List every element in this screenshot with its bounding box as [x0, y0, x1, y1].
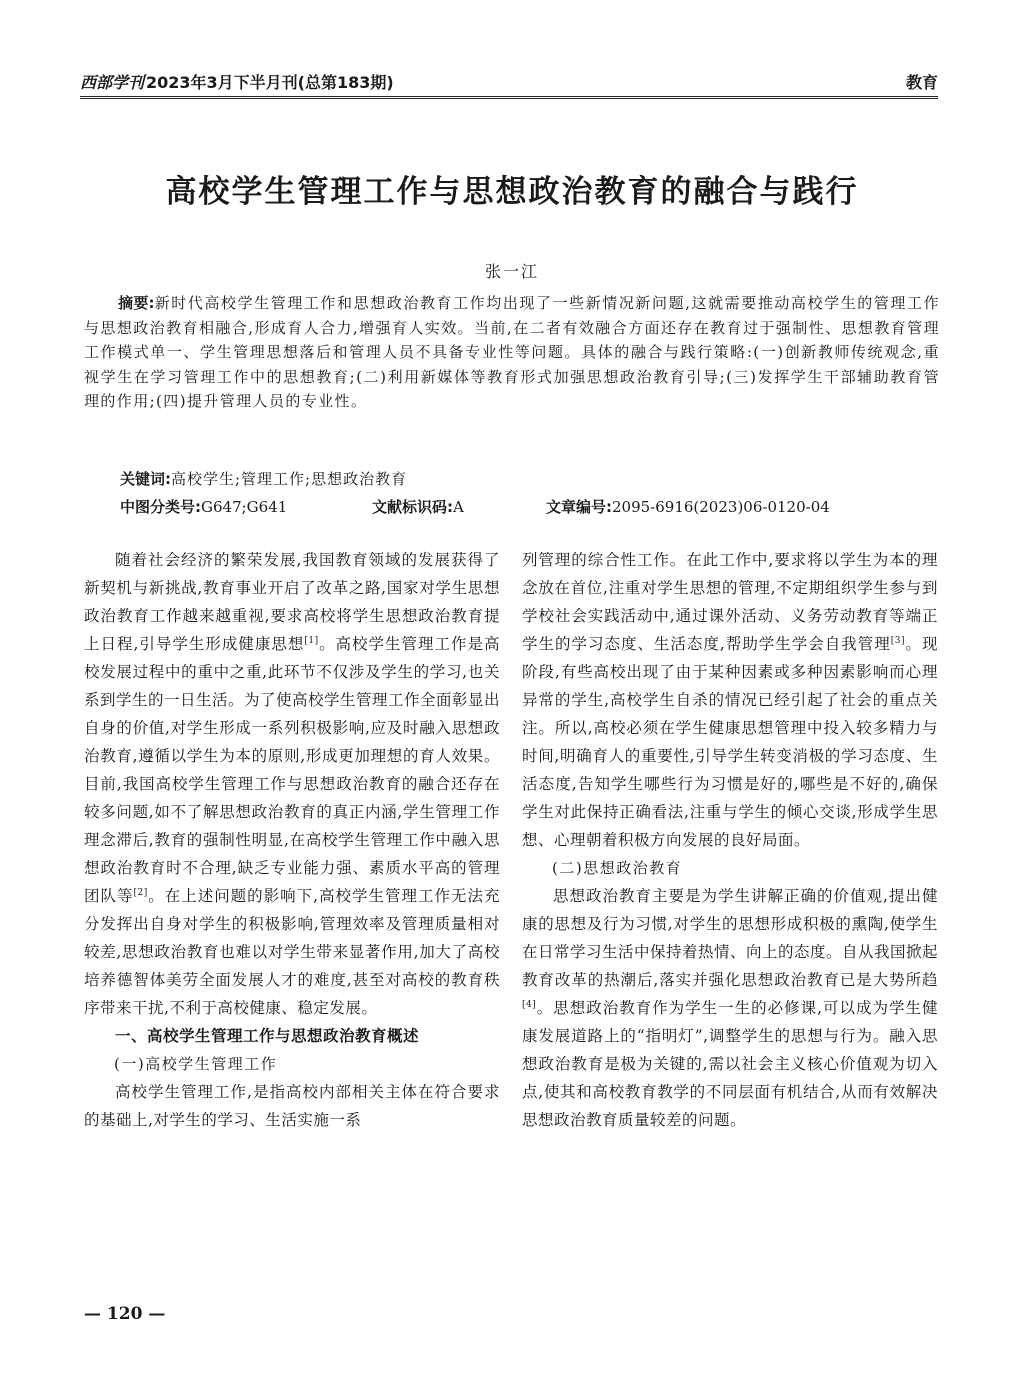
paragraph	[522, 882, 938, 1134]
ideology-text-2: 。思想政治教育作为学生一生的必修课,可以成为学生健康发展道路上的“指明灯”,调整学生的思想与行为。融入思想政治教育是极为关键的,需以社会主义核心价值观为切入点,使其和高校教育教学的不同层面有机结合,从而有效解决思想政治教育质量较差的问题。	[522, 999, 938, 1129]
continued-text-2: 。现阶段,有些高校出现了由于某种因素或多种因素影响而心理异常的学生,高校学生自杀的情况已经引起了社会的重点关注。所以,高校必须在学生健康思想管理中投入较多精力与时间,明确育人的重要性,引导学生转变消极的学习态度、生活态度,告知学生哪些行为习惯是好的,哪些是不好的,确保学生对此保持正确看法,注重与学生的倾心交谈,形成学生思想、心理朝着积极方向发展的良好局面。	[522, 635, 938, 849]
section-heading-1: 一、高校学生管理工作与思想政治教育概述	[115, 1027, 420, 1045]
subsection-heading-1: (一)高校学生管理工作	[114, 1055, 278, 1073]
document-code	[372, 496, 464, 517]
intro-text-3: 。在上述问题的影响下,高校学生管理工作无法充分发挥出自身对学生的积极影响,管理效率及管理质量相对较差,思想政治教育也难以对学生带来显著作用,加大了高校培养德智体美劳全面发展人才的难度,甚至对高校的教育秩序带来干扰,不利于高校健康、稳定发展。	[84, 887, 500, 1017]
article-title: 高校学生管理工作与思想政治教育的融合与践行	[165, 174, 859, 210]
issue-info: 2023年3月下半月刊(总第183期)	[146, 73, 394, 92]
doc-value: A	[453, 498, 464, 516]
abstract-text: 新时代高校学生管理工作和思想政治教育工作均出现了一些新情况新问题,这就需要推动高校学生的管理工作与思想政治教育相融合,形成育人合力,增强育人实效。当前,在二者有效融合方面还存在教育过于强制性、思想教育管理工作模式单一、学生管理思想落后和管理人员不具备专业性等问题。具体的融合与践行策略:(一)创新教师传统观念,重视学生在学习管理工作中的思想教育;(二)利用新媒体等教育形式加强思想政治教育引导;(三)发挥学生干部辅助教育管理的作用;(四)提升管理人员的专业性。	[84, 294, 940, 410]
intro-paragraph	[84, 546, 500, 1022]
intro-text-1: 随着社会经济的繁荣发展,我国教育领域的发展获得了新契机与新挑战,教育事业开启了改革之路,国家对学生思想政治教育工作越来越重视,要求高校将学生思想政治教育提上日程,引导学生形成健康思想	[84, 551, 500, 653]
clc-value: G647;G641	[201, 498, 288, 516]
article-number	[546, 496, 830, 517]
keywords-text: 高校学生;管理工作;思想政治教育	[171, 470, 408, 488]
left-column	[84, 546, 500, 1134]
continued-text-1: 列管理的综合性工作。在此工作中,要求将以学生为本的理念放在首位,注重对学生思想的管理,不定期组织学生参与到学校社会实践活动中,通过课外活动、义务劳动教育等端正学生的学习态度、生活态度,帮助学生学会自我管理	[522, 551, 938, 653]
right-column	[522, 546, 938, 1134]
doc-label: 文献标识码:	[372, 498, 453, 516]
citation-4: [4]	[522, 1000, 537, 1010]
ideology-text-1: 思想政治教育主要是为学生讲解正确的价值观,提出健康的思想及行为习惯,对学生的思想形成积极的熏陶,使学生在日常学习生活中保持着热情、向上的态度。自从我国掀起教育改革的热潮后,落实并强化思想政治教育已是大势所趋	[522, 887, 939, 989]
intro-text-2: 。高校学生管理工作是高校发展过程中的重中之重,此环节不仅涉及学生的学习,也关系到学生的一日生活。为了使高校学生管理工作全面彰显出自身的价值,对学生形成一系列积极影响,应及时融入思想政治教育,遵循以学生为本的原则,形成更加理想的育人效果。目前,我国高校学生管理工作与思想政治教育的融合还存在较多问题,如不了解思想政治教育的真正内涵,学生管理工作理念滞后,教育的强制性明显,在高校学生管理工作中融入思想政治教育时不合理,缺乏专业能力强、素质水平高的管理团队等	[84, 635, 501, 905]
journal-issue-header	[80, 70, 394, 93]
running-header	[80, 70, 938, 99]
abstract-label: 摘要:	[118, 294, 155, 312]
abstract	[84, 291, 940, 414]
continued-paragraph	[522, 546, 938, 854]
subsection-heading-2: (二)思想政治教育	[552, 859, 683, 877]
citation-3: [3]	[890, 636, 905, 646]
page-number: — 120 —	[84, 1304, 166, 1324]
keywords-label: 关键词:	[120, 470, 171, 488]
clc-label: 中图分类号:	[120, 498, 201, 516]
article-value: 2095-6916(2023)06-0120-04	[612, 498, 830, 516]
author: 张一江	[484, 262, 539, 281]
section-label: 教育	[905, 73, 938, 92]
keywords	[120, 468, 407, 489]
paragraph: 高校学生管理工作,是指高校内部相关主体在符合要求的基础上,对学生的学习、生活实施一系	[84, 1083, 500, 1129]
clc-number	[120, 496, 287, 517]
citation-2: [2]	[133, 888, 148, 898]
journal-name: 西部学刊	[80, 73, 145, 92]
citation-1: [1]	[304, 636, 319, 646]
article-label: 文章编号:	[546, 498, 612, 516]
